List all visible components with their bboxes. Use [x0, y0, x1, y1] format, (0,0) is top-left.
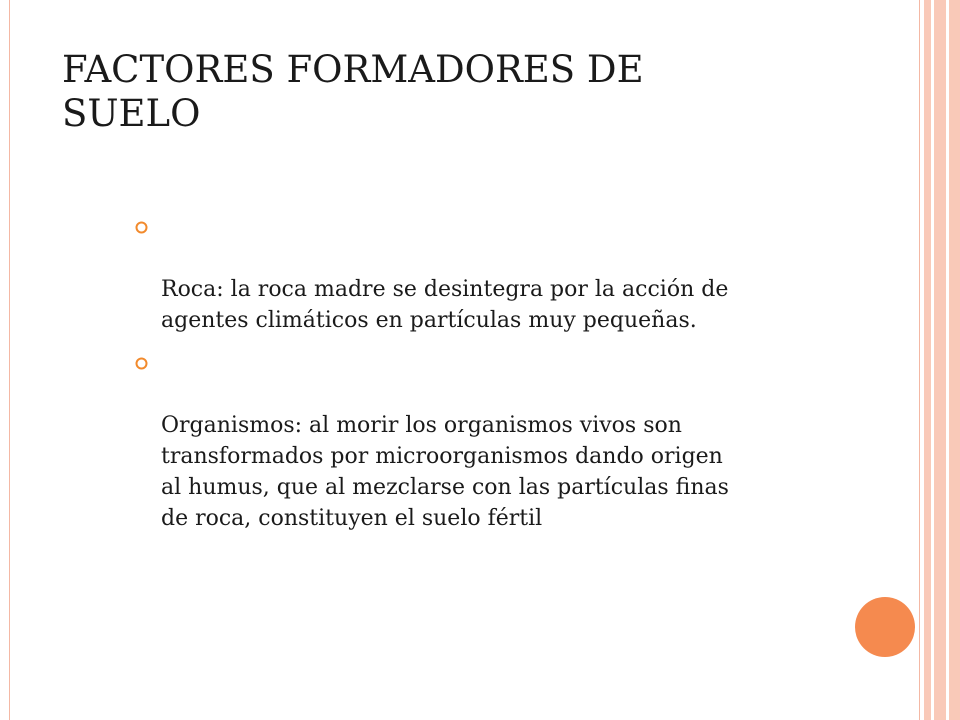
- bullet-item-organismos: [131, 348, 921, 534]
- decorative-orange-circle: [855, 597, 915, 657]
- bullet-text: Organismos: al morir los organismos vivos son transformados por microorganismos dando origen al humus, que al mezclarse con las partículas finas de roca, constituyen el suelo fértil: [161, 413, 729, 531]
- bullet-list: [131, 212, 921, 546]
- hollow-circle-bullet-icon: [135, 221, 148, 234]
- bullet-text: Roca: la roca madre se desintegra por la acción de agentes climáticos en partículas muy pequeñas.: [161, 277, 729, 333]
- bullet-item-roca: [131, 212, 921, 336]
- hollow-circle-bullet-icon: [135, 357, 148, 370]
- decorative-stripes: [920, 0, 960, 720]
- slide-title: FACTORES FORMADORES DE SUELO: [62, 48, 644, 135]
